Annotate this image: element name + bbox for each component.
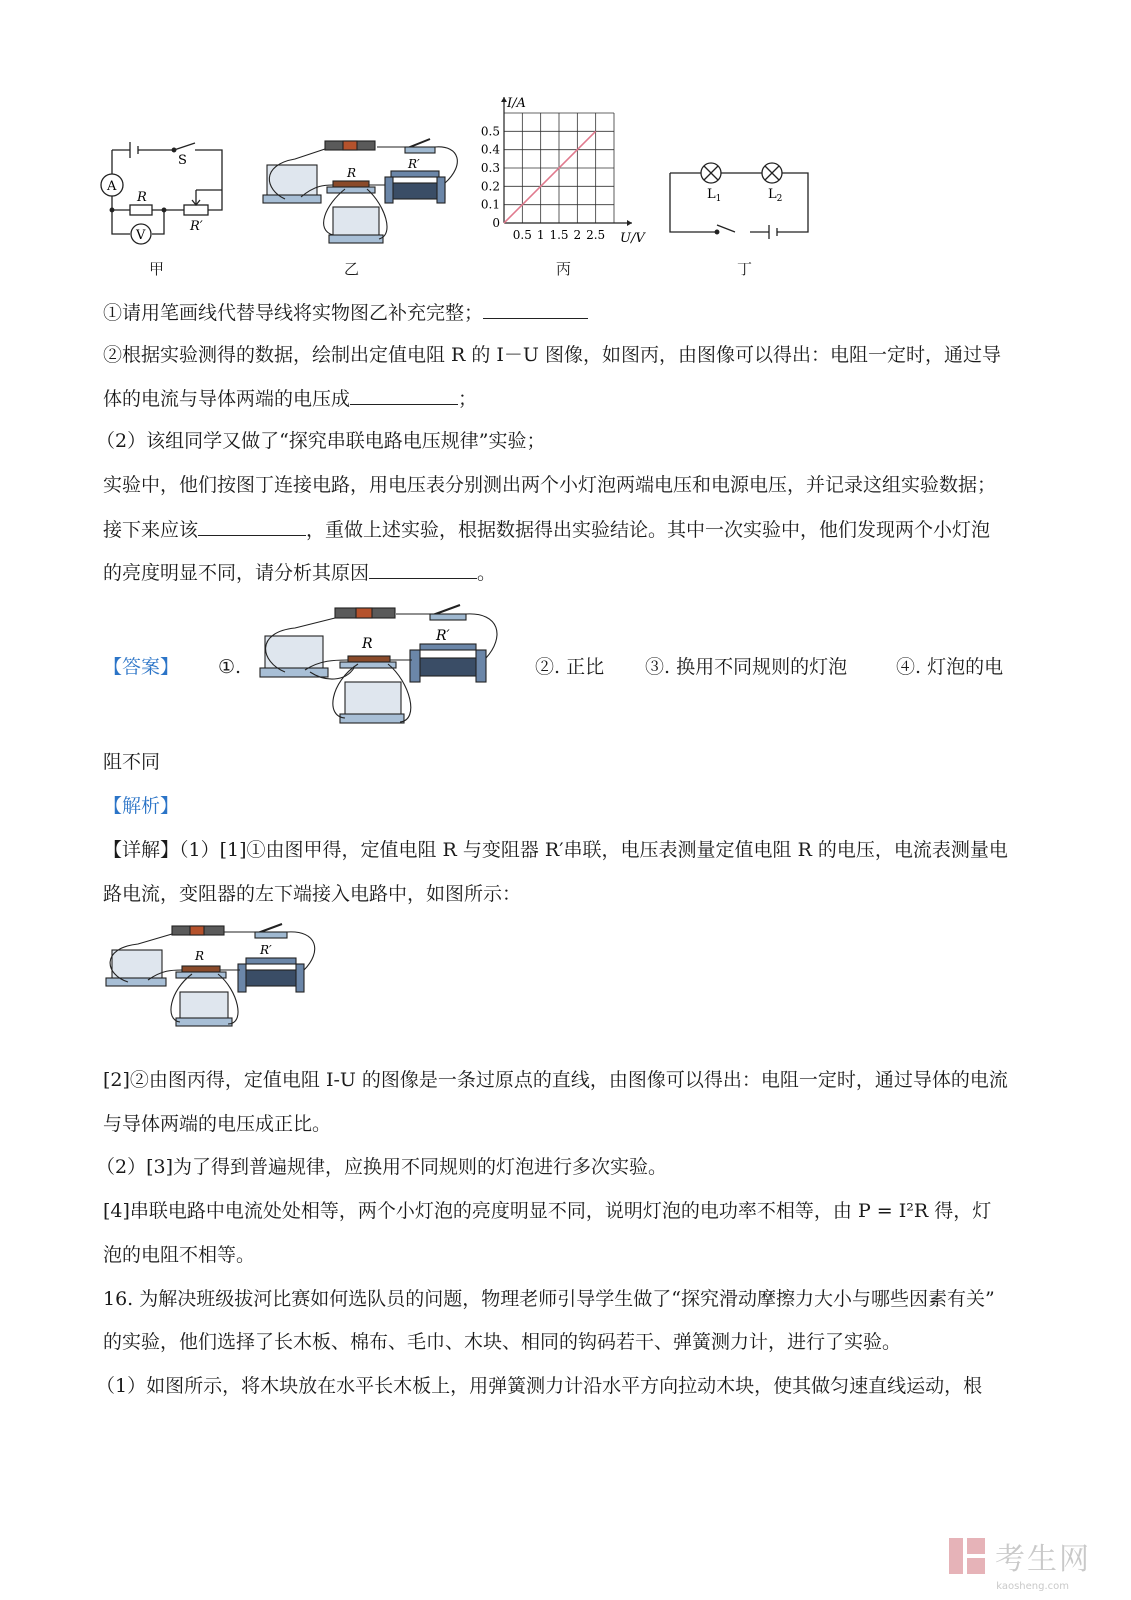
fig-jia-label-v: V [136, 228, 146, 243]
detail-3: （2）[3]为了得到普遍规律，应换用不同规则的灯泡进行多次实验。 [96, 1156, 668, 1178]
part-2-next-step [103, 517, 990, 542]
question-2-line-b [103, 386, 477, 411]
chart-y-tick-label: 0.5 [480, 124, 500, 139]
part-2-intro: （2）该组同学又做了“探究串联电路电压规律”实验； [96, 430, 546, 452]
fig-ding-label-l2: $L_2$ [768, 187, 783, 204]
chart-series-line [504, 131, 596, 223]
caption-bing: 丙 [556, 260, 572, 278]
chart-x-arrow [627, 220, 632, 226]
p4b-label: ，重做上述实验，根据数据得出实验结论。其中一次实验中，他们发现两个小灯泡 [306, 519, 991, 541]
detail-apparatus-figure [100, 920, 325, 1030]
fig-yi-label-r: R [347, 166, 357, 180]
watermark [947, 1534, 1091, 1578]
ans-fig-label-rp: R′ [436, 628, 450, 644]
ans-fig-label-r: R [362, 636, 373, 652]
fig-yi-label-rp: R′ [408, 157, 420, 171]
answer-blank-2[interactable] [350, 386, 458, 405]
question-16-line-b: 的实验，他们选择了长木板、棉布、毛巾、木块、相同的钩码若干、弹簧测力计，进行了实验。 [103, 1331, 902, 1353]
fig-jia-label-s: S [178, 153, 187, 168]
question-2-line-a: ②根据实验测得的数据，绘制出定值电阻 R 的 I－U 图像，如图丙，由图像可以得出：电阻一定时，通过导 [103, 344, 1001, 366]
chart-series [504, 131, 596, 223]
answer-3: ③. 换用不同规则的灯泡 [645, 656, 848, 678]
answer-blank-1[interactable] [483, 300, 588, 319]
fig-jia-label-a: A [107, 179, 117, 194]
answer-1-apparatus-figure [250, 602, 515, 732]
answer-blank-4[interactable] [369, 560, 477, 579]
q2b-end: ； [458, 388, 478, 410]
watermark-logo-icon [947, 1536, 987, 1576]
detail-4-line-a: [4]串联电路中电流处处相等，两个小灯泡的亮度明显不同，说明灯泡的电功率不相等，由 P = I²R 得，灯 [103, 1200, 992, 1222]
part-2-reason [103, 560, 496, 585]
chart-origin-label: 0 [492, 216, 500, 230]
watermark-text: 考生网 [995, 1542, 1091, 1577]
detail-4-line-b: 泡的电阻不相等。 [103, 1244, 256, 1266]
caption-ding: 丁 [737, 260, 753, 278]
chart-y-axis-label: I/A [507, 96, 526, 111]
figure-bing-iu-chart [480, 95, 660, 255]
chart-x-tick-label: 0.5 [512, 228, 532, 242]
p5b-label: 。 [477, 562, 497, 584]
fig-ding-label-l1: $L_1$ [707, 187, 722, 204]
detail-fig-label-r: R [195, 949, 205, 963]
detail-2-line-b: 与导体两端的电压成正比。 [103, 1113, 332, 1135]
chart-x-tick-label: 1.5 [549, 228, 569, 242]
figure-yi-apparatus [255, 135, 470, 250]
answer-blank-3[interactable] [198, 517, 306, 536]
figure-ding-circuit [665, 155, 815, 240]
detail-1-line-a: 【详解】（1）[1]①由图甲得，定值电阻 R 与变阻器 R′串联，电压表测量定值电阻 R 的电压，电流表测量电 [103, 839, 1008, 861]
part-2-procedure: 实验中，他们按图丁连接电路，用电压表分别测出两个小灯泡两端电压和电源电压，并记录这组实验数据； [103, 474, 997, 496]
chart-y-tick-label: 0.2 [480, 179, 500, 194]
chart-x-axis-label: U/V [620, 231, 645, 246]
chart-y-tick-label: 0.3 [480, 161, 500, 175]
caption-yi: 乙 [344, 260, 360, 278]
q2b-label: 体的电流与导体两端的电压成 [103, 388, 351, 410]
q1-label: ①请用笔画线代替导线将实物图乙补充完整； [103, 302, 484, 324]
answer-4: ④. 灯泡的电 [896, 656, 1004, 678]
question-16-line-a: 16. 为解决班级拔河比赛如何选队员的问题，物理老师引导学生做了“探究滑动摩擦力大小与哪些因素有关” [103, 1288, 995, 1310]
analysis-tag: 【解析】 [103, 795, 180, 817]
fig-jia-label-r: R [137, 190, 147, 205]
chart-x-tick-label: 2.5 [586, 228, 606, 242]
chart-x-tick-label: 1 [536, 228, 545, 242]
question-16-line-c: （1）如图所示，将木块放在水平长木板上，用弹簧测力计沿水平方向拉动木块，使其做匀速直线运动，根 [96, 1375, 983, 1397]
detail-fig-label-rp: R′ [260, 943, 272, 957]
p4a-label: 接下来应该 [103, 519, 199, 541]
detail-1-line-b: 路电流，变阻器的左下端接入电路中，如图所示： [103, 883, 522, 905]
question-1-text [103, 300, 588, 325]
watermark-url: kaosheng.com [996, 1581, 1069, 1592]
answer-2: ②. 正比 [535, 656, 605, 678]
chart-x-tick-label: 2 [573, 228, 582, 242]
p5a-label: 的亮度明显不同，请分析其原因 [103, 562, 370, 584]
caption-jia: 甲 [149, 260, 165, 278]
answer-1-label: ①. [218, 656, 242, 678]
chart-y-tick-label: 0.4 [480, 142, 500, 157]
fig-jia-label-rp: R′ [190, 219, 203, 234]
answer-tag: 【答案】 [103, 656, 180, 678]
detail-2-line-a: [2]②由图丙得，定值电阻 I-U 的图像是一条过原点的直线，由图像可以得出：电阻一定时，通过导体的电流 [103, 1069, 1008, 1091]
figure-jia-circuit [100, 138, 230, 248]
answer-4-cont: 阻不同 [103, 751, 161, 773]
chart-y-tick-label: 0.1 [480, 197, 500, 212]
